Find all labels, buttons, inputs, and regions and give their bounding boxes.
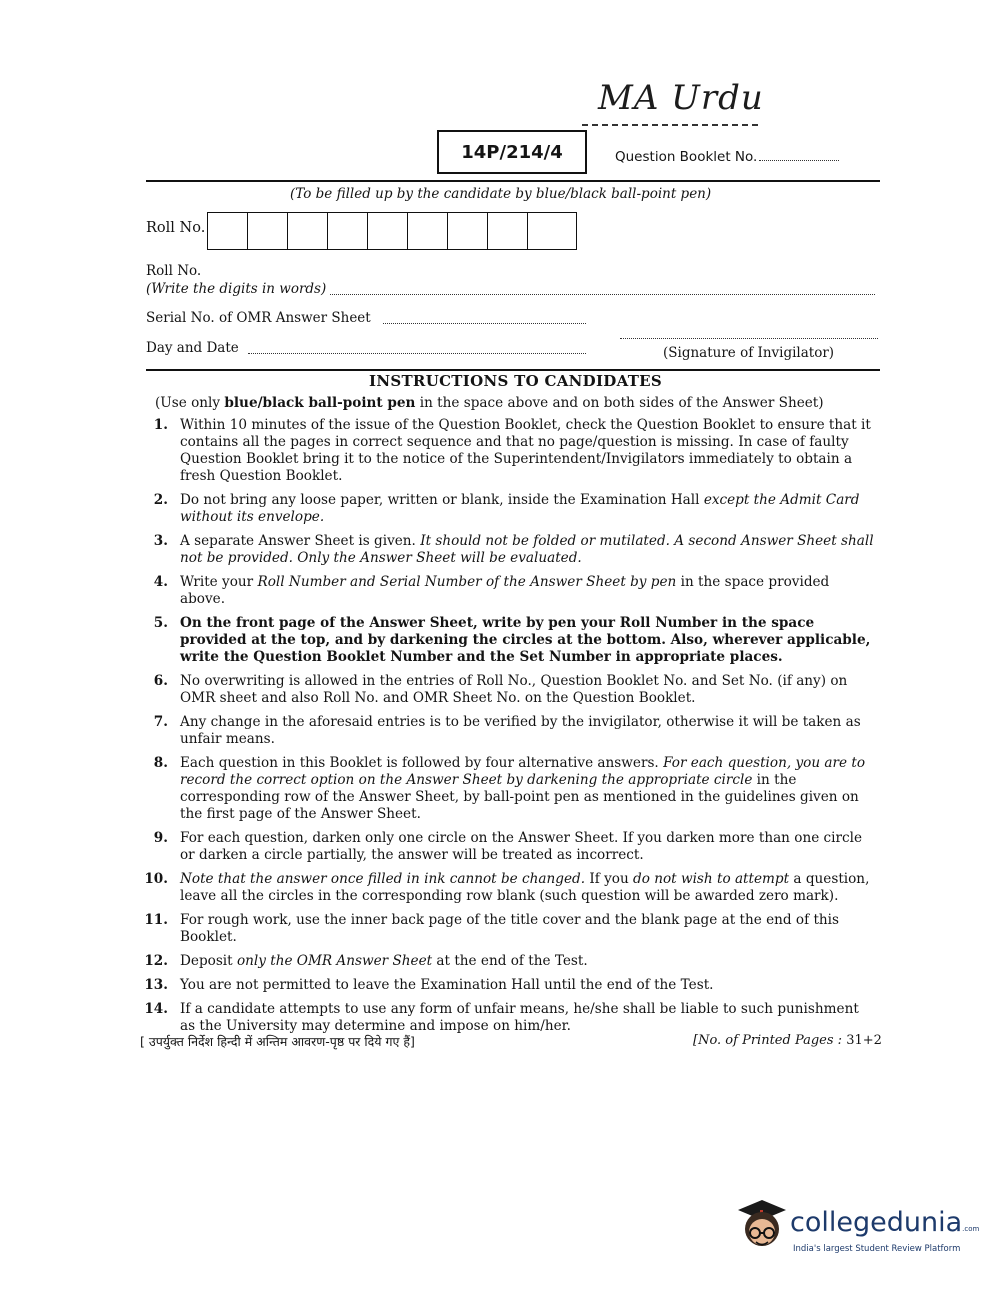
serial-line[interactable] [383, 323, 586, 324]
booklet-code: 14P/214/4 [461, 141, 563, 163]
footer-pages [693, 1033, 882, 1048]
instruction-text: in the space provided above. [180, 574, 830, 607]
instruction-number: 5. [153, 615, 168, 631]
instruction-text: It should not be folded or mutilated. A second Answer Sheet shall not be provided. Only the Answer Sheet will be evaluated. [180, 533, 874, 566]
instruction-text: Do not bring any loose paper, written or blank, inside the Examination Hall [180, 492, 704, 508]
roll-digit-box[interactable] [488, 213, 528, 249]
roll-no-words-hint: (Write the digits in words) [146, 281, 327, 297]
instruction-text: Deposit [180, 953, 237, 969]
instruction-number: 7. [153, 714, 168, 730]
roll-no-label: Roll No. [146, 220, 206, 236]
instruction-text: Roll Number and Serial Number of the Answer Sheet by pen [257, 574, 677, 590]
instruction-text: at the end of the Test. [432, 953, 588, 969]
instruction-item [140, 574, 878, 608]
instruction-number: 9. [153, 830, 168, 846]
instruction-item [140, 533, 878, 567]
instruction-number: 3. [153, 533, 168, 549]
footer-pages-label: [No. of Printed Pages : [693, 1033, 843, 1048]
roll-digit-box[interactable] [448, 213, 488, 249]
intro-post: in the space above and on both sides of the Answer Sheet) [415, 395, 824, 411]
instruction-text: only the OMR Answer Sheet [236, 953, 433, 969]
instruction-text: For rough work, use the inner back page of the title cover and the blank page at the end of this Booklet. [180, 912, 839, 945]
handwritten-underline [582, 124, 758, 126]
instruction-text: Note that the answer once filled in ink cannot be changed. [180, 871, 586, 887]
instruction-item [140, 615, 878, 666]
logo-brand: collegedunia [790, 1207, 963, 1238]
instruction-number: 12. [144, 953, 168, 969]
instruction-item [140, 673, 878, 707]
instruction-number: 10. [144, 871, 168, 887]
instruction-text: For each question, darken only one circle on the Answer Sheet. If you darken more than one circle or darken a circle partially, the answer will be treated as incorrect. [180, 830, 863, 863]
instruction-number: 14. [144, 1001, 168, 1017]
handwritten-note: MA Urdu [598, 78, 764, 118]
instruction-number: 8. [153, 755, 168, 771]
question-booklet-no [615, 149, 839, 165]
intro-pre: (Use only [155, 395, 225, 411]
fill-instruction: (To be filled up by the candidate by blue/black ball-point pen) [290, 186, 712, 202]
roll-digit-box[interactable] [328, 213, 368, 249]
question-booklet-label: Question Booklet No. [615, 149, 758, 165]
instruction-text: If a candidate attempts to use any form of unfair means, he/she shall be liable to such punishment as the University may determine and impose on him/her. [180, 1001, 859, 1034]
instruction-item [140, 492, 878, 526]
instruction-item [140, 830, 878, 864]
signature-line[interactable] [620, 338, 878, 339]
logo-suffix: .com [962, 1225, 980, 1233]
roll-digit-box[interactable] [528, 213, 568, 249]
serial-label: Serial No. of OMR Answer Sheet [146, 310, 371, 326]
top-rule [146, 180, 880, 182]
instruction-text: For each question, you are to record the correct option on the Answer Sheet by darkening the appropriate circle [180, 755, 866, 788]
roll-digit-box[interactable] [248, 213, 288, 249]
instruction-item [140, 977, 878, 994]
roll-no-words-label: Roll No. [146, 263, 202, 279]
instructions-title: INSTRUCTIONS TO CANDIDATES [369, 372, 663, 390]
day-date-line[interactable] [248, 353, 586, 354]
instruction-text: except the Admit Card without its envelope. [180, 492, 860, 525]
instruction-number: 4. [153, 574, 168, 590]
footer-hindi-note: [ उपर्युक्त निर्देश हिन्दी में अन्तिम आवरण-पृष्ठ पर दिये गए हैं] [140, 1034, 415, 1049]
instruction-text: On the front page of the Answer Sheet, write by pen your Roll Number in the space provided at the top, and by darkening the circles at the bottom. Also, wherever applicable, write the Question Booklet Number and the Set Number in appropriate places. [180, 615, 871, 665]
roll-no-boxes[interactable] [207, 212, 577, 250]
instruction-text: Write your [180, 574, 258, 590]
middle-rule [146, 369, 880, 371]
instruction-text: a question, leave all the circles in the corresponding row blank (such question will be awarded zero mark). [180, 871, 870, 904]
instruction-item [140, 755, 878, 823]
instruction-text: in the corresponding row of the Answer Sheet, by ball-point pen as mentioned in the guidelines given on the first page of the Answer Sheet. [180, 772, 859, 822]
collegedunia-mascot-icon [732, 1196, 792, 1256]
instruction-item [140, 871, 878, 905]
signature-label: (Signature of Invigilator) [663, 345, 835, 361]
instruction-text: You are not permitted to leave the Examination Hall until the end of the Test. [180, 977, 714, 993]
instruction-text: do not wish to attempt [633, 871, 790, 887]
instructions-list [140, 417, 878, 1042]
instruction-item [140, 912, 878, 946]
intro-bold: blue/black ball-point pen [224, 395, 416, 411]
instruction-text: Any change in the aforesaid entries is to be verified by the invigilator, otherwise it will be taken as unfair means. [180, 714, 861, 747]
instructions-intro [155, 395, 824, 411]
roll-digit-box[interactable] [208, 213, 248, 249]
instruction-item [140, 953, 878, 970]
instruction-item [140, 714, 878, 748]
collegedunia-logo [790, 1207, 979, 1238]
instruction-text: Within 10 minutes of the issue of the Question Booklet, check the Question Booklet to ensure that it contains all the pages in correct sequence and that no page/question is missing. In case of faulty Question Booklet bring it to the notice of the Superintendent/Invigilators immediately to obtain a fresh Question Booklet. [180, 417, 871, 484]
instruction-number: 6. [153, 673, 168, 689]
instruction-text: If you [585, 871, 634, 887]
roll-digit-box[interactable] [368, 213, 408, 249]
instruction-number: 1. [153, 417, 168, 433]
instruction-text: A separate Answer Sheet is given. [180, 533, 421, 549]
day-date-label: Day and Date [146, 340, 239, 356]
instruction-number: 11. [144, 912, 168, 928]
instruction-text: No overwriting is allowed in the entries of Roll No., Question Booklet No. and Set No. (if any) on OMR sheet and also Roll No. and OMR Sheet No. on the Question Booklet. [180, 673, 848, 706]
roll-no-words-line[interactable] [330, 294, 875, 295]
booklet-code-box [437, 130, 587, 174]
roll-digit-box[interactable] [408, 213, 448, 249]
question-booklet-dotted-line [759, 160, 839, 161]
instruction-number: 13. [144, 977, 168, 993]
instruction-item [140, 417, 878, 485]
instruction-item [140, 1001, 878, 1035]
instruction-number: 2. [153, 492, 168, 508]
footer-pages-value: 31+2 [846, 1033, 882, 1048]
instruction-text: Each question in this Booklet is followed by four alternative answers. [180, 755, 664, 771]
logo-tagline: India's largest Student Review Platform [793, 1244, 961, 1254]
roll-digit-box[interactable] [288, 213, 328, 249]
